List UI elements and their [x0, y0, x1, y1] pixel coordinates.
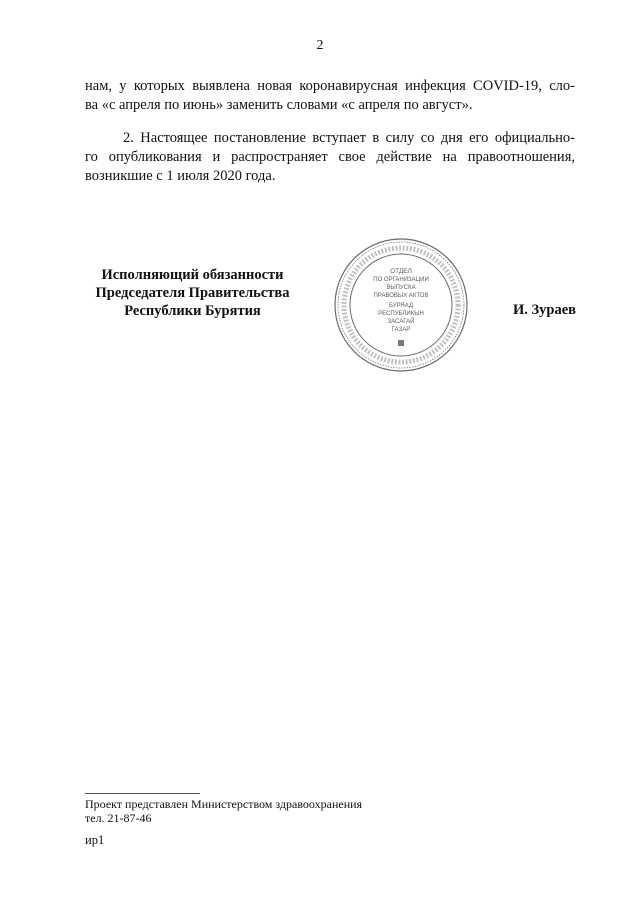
seal-line: ВЫПУСКА	[386, 285, 416, 291]
position-line: Исполняющий обязанности	[101, 267, 284, 283]
footnote-phone: тел. 21-87-46	[85, 811, 152, 825]
footnote-ministry: Проект представлен Министерством здравоохранения	[85, 797, 363, 811]
seal-line: РЕСПУБЛИКЫН	[378, 311, 424, 317]
seal-line: ПО ОРГАНИЗАЦИИ	[373, 277, 429, 283]
position-line: Республики Бурятия	[124, 303, 261, 319]
official-seal-icon	[332, 236, 470, 374]
signatory-name: И. Зураев	[512, 302, 576, 318]
signatory-position	[80, 266, 305, 320]
document-code: ир1	[85, 833, 105, 847]
text-line: возникшие с 1 июля 2020 года.	[85, 168, 276, 184]
seal-line: БУРЯАД	[388, 303, 414, 309]
paragraph-amendment	[85, 77, 575, 115]
text-line: ва «с апреля по июнь» заменить словами «с апреля по август».	[85, 97, 473, 113]
text-line: го опубликования и распространяет свое действие на правоотношения,	[85, 149, 575, 165]
text-line: 2. Настоящее постановление вступает в силу со дня его официально-	[123, 130, 575, 146]
seal-line: ОТДЕЛ	[390, 268, 412, 275]
page-number: 2	[316, 38, 324, 53]
footnote	[85, 797, 362, 825]
text-line: нам, у которых выявлена новая коронавирусная инфекция COVID-19, сло-	[85, 78, 575, 94]
position-line: Председателя Правительства	[95, 285, 290, 301]
footnote-divider	[85, 793, 200, 794]
seal-line: ЗАСАГАЙ	[387, 319, 415, 325]
seal-line: ГАЗАР	[391, 327, 411, 333]
paragraph-effective-date	[85, 129, 575, 186]
seal-line: ПРАВОВЫХ АКТОВ	[373, 293, 429, 299]
